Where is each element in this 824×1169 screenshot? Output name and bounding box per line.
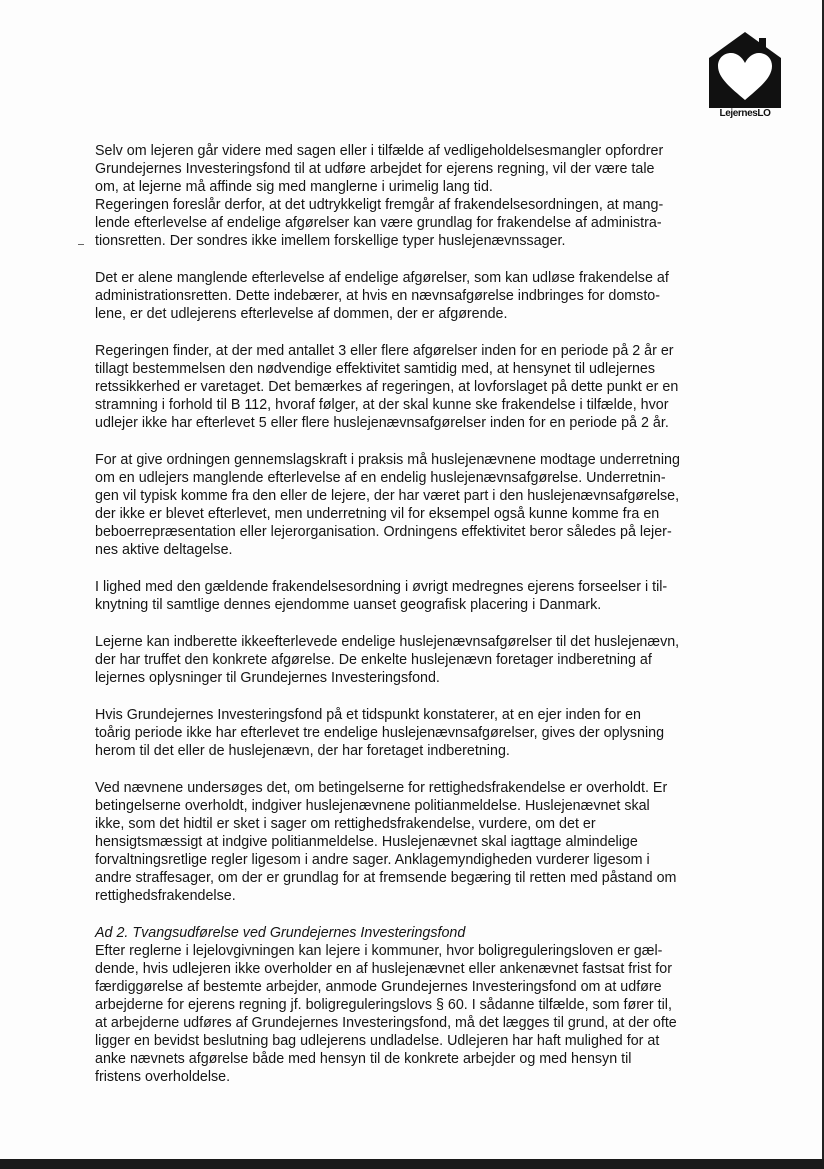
- paragraph-8: [95, 779, 735, 905]
- margin-mark: [78, 244, 84, 245]
- text-line: lejernes oplysninger til Grundejernes Investeringsfond.: [95, 670, 440, 686]
- text-line: arbejderne for ejerens regning jf. boligreguleringslovs § 60. I sådanne tilfælde, som fører til,: [95, 997, 672, 1013]
- text-line: dende, hvis udlejeren ikke overholder en af huslejenævnet eller ankenævnet fastsat frist for: [95, 961, 672, 977]
- text-line: tillagt bestemmelsen den nødvendige effektivitet samtidig med, at hensynet til udlejernes: [95, 361, 656, 377]
- text-line: Regeringen foreslår derfor, at det udtrykkeligt fremgår af frakendelsesordningen, at mang-: [95, 197, 664, 213]
- text-line: gen vil typisk komme fra den eller de lejere, der har været part i den huslejenævnsafgørelse,: [95, 488, 680, 504]
- text-line: der ikke er blevet efterlevet, men underretning vil for eksempel også kunne komme fra en: [95, 506, 660, 522]
- text-line: Grundejernes Investeringsfond til at udføre arbejdet for ejerens regning, vil der være tale: [95, 161, 655, 177]
- text-line: at arbejderne udføres af Grundejernes Investeringsfond, må det lægges til grund, at der ofte: [95, 1015, 677, 1031]
- text-line: Regeringen finder, at der med antallet 3 eller flere afgørelser inden for en periode på 2 år er: [95, 343, 674, 359]
- text-line: færdiggørelse af bestemte arbejder, anmode Grundejernes Investeringsfond om at udføre: [95, 979, 662, 995]
- text-line: tionsretten. Der sondres ikke imellem forskellige typer huslejenævnssager.: [95, 233, 566, 249]
- text-line: knytning til samtlige dennes ejendomme uanset geografisk placering i Danmark.: [95, 597, 602, 613]
- text-line: Efter reglerne i lejelovgivningen kan lejere i kommuner, hvor boligreguleringsloven er gæl-: [95, 943, 663, 959]
- scan-edge-bottom: [0, 1159, 824, 1169]
- text-line: andre straffesager, om der er grundlag for at fremsende begæring til retten med påstand om: [95, 870, 677, 886]
- text-line: nes aktive deltagelse.: [95, 542, 233, 558]
- text-line: Hvis Grundejernes Investeringsfond på et tidspunkt konstaterer, at en ejer inden for en: [95, 707, 641, 723]
- section-ad-2: [95, 924, 735, 1086]
- paragraph-6: [95, 633, 735, 687]
- text-line: anke nævnets afgørelse både med hensyn til de konkrete arbejder og med hensyn til: [95, 1051, 632, 1067]
- text-line: administrationsretten. Dette indebærer, at hvis en nævnsafgørelse indbringes for domsto-: [95, 288, 661, 304]
- text-line: toårig periode ikke har efterlevet tre endelige huslejenævnsafgørelser, gives der oplysning: [95, 725, 665, 741]
- house-heart-icon: [709, 32, 781, 108]
- text-line: forvaltningsretlige regler ligesom i andre sager. Anklagemyndigheden vurderer ligesom i: [95, 852, 650, 868]
- text-line: fristens overholdelse.: [95, 1069, 231, 1085]
- text-line: om en udlejers manglende efterlevelse af en endelig huslejenævnsafgørelse. Underretnin-: [95, 470, 666, 486]
- lejernes-lo-logo: [709, 32, 781, 122]
- paragraph-5: [95, 578, 735, 614]
- text-line: lene, er det udlejerens efterlevelse af dommen, der er afgørende.: [95, 306, 508, 322]
- text-line: ligger en bevidst beslutning bag udlejerens undladelse. Udlejeren har haft mulighed for at: [95, 1033, 660, 1049]
- text-line: stramning i forhold til B 112, hvoraf følger, at der skal kunne ske frakendelse i tilfælde, hvor: [95, 397, 669, 413]
- text-line: Ved nævnene undersøges det, om betingelserne for rettighedsfrakendelse er overholdt. Er: [95, 780, 668, 796]
- paragraph-4: [95, 451, 735, 559]
- paragraph-3: [95, 342, 735, 432]
- paragraph-1: [95, 142, 735, 250]
- text-line: Det er alene manglende efterlevelse af endelige afgørelser, som kan udløse frakendelse af: [95, 270, 669, 286]
- logo-text: LejernesLO: [719, 108, 771, 119]
- text-line: udlejer ikke har efterlevet 5 eller flere huslejenævnsafgørelser inden for en periode på 2 år.: [95, 415, 669, 431]
- section-heading: Ad 2. Tvangsudførelse ved Grundejernes Investeringsfond: [95, 925, 466, 941]
- text-line: lende efterlevelse af endelige afgørelser kan være grundlag for frakendelse af administra-: [95, 215, 662, 231]
- text-line: beboerrepræsentation eller lejerorganisation. Ordningens effektivitet beror således på lejer-: [95, 524, 672, 540]
- text-line: herom til det eller de huslejenævn, der har foretaget indberetning.: [95, 743, 510, 759]
- text-line: I lighed med den gældende frakendelsesordning i øvrigt medregnes ejerens forseelser i til-: [95, 579, 668, 595]
- text-line: ikke, som det hidtil er sket i sager om rettighedsfrakendelse, vurdere, om det er: [95, 816, 596, 832]
- text-line: retssikkerhed er varetaget. Det bemærkes af regeringen, at lovforslaget på dette punkt er en: [95, 379, 679, 395]
- text-line: betingelserne overholdt, indgiver huslejenævnene politianmeldelse. Huslejenævnet skal: [95, 798, 650, 814]
- text-line: hensigtsmæssigt at indgive politianmeldelse. Huslejenævnet skal iagttage almindelige: [95, 834, 638, 850]
- text-line: For at give ordningen gennemslagskraft i praksis må huslejenævnene modtage underretning: [95, 452, 680, 468]
- text-line: om, at lejerne må affinde sig med manglerne i urimelig lang tid.: [95, 179, 493, 195]
- text-line: der har truffet den konkrete afgørelse. De enkelte huslejenævn foretager indberetning af: [95, 652, 652, 668]
- paragraph-7: [95, 706, 735, 760]
- paragraph-2: [95, 269, 735, 323]
- text-line: rettighedsfrakendelse.: [95, 888, 236, 904]
- text-line: Lejerne kan indberette ikkeefterlevede endelige huslejenævnsafgørelser til det huslejenævn,: [95, 634, 680, 650]
- text-line: Selv om lejeren går videre med sagen eller i tilfælde af vedligeholdelsesmangler opfordrer: [95, 143, 664, 159]
- document-body: [95, 142, 735, 1086]
